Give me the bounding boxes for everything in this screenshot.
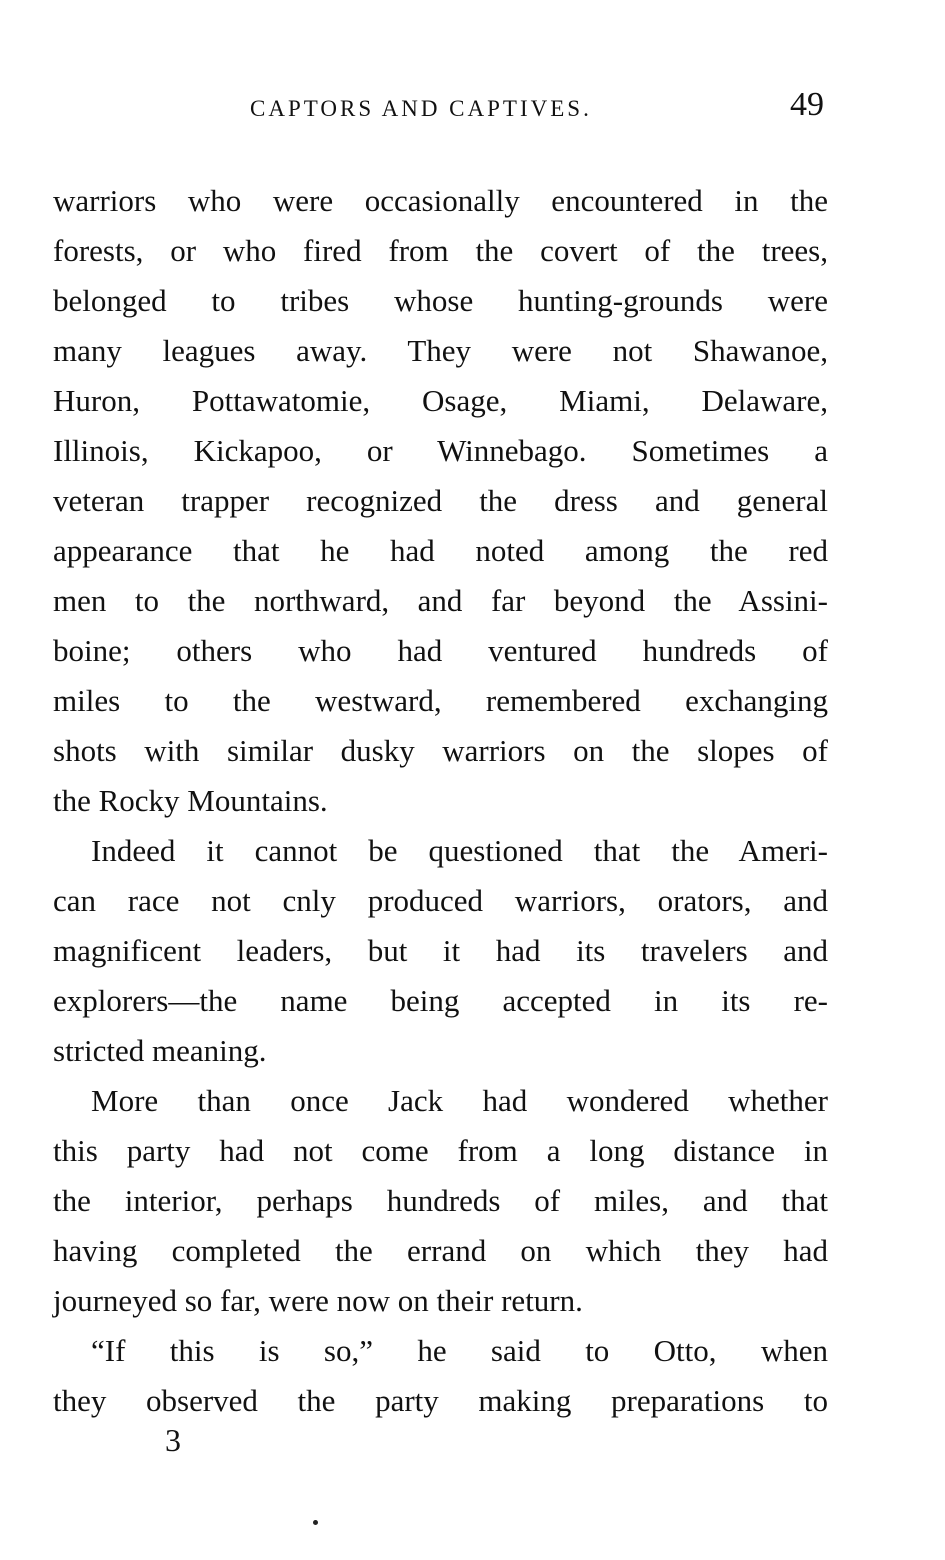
running-header-title: CAPTORS AND CAPTIVES. [250, 96, 592, 121]
text-line: forests, or who fired from the covert of the trees, [53, 233, 828, 268]
text-line: miles to the westward, remembered exchanging [53, 683, 828, 718]
signature-mark: 3 [165, 1422, 181, 1458]
text-line: can race not cnly produced warriors, orators, and [53, 883, 828, 918]
text-line: Illinois, Kickapoo, or Winnebago. Sometimes a [53, 433, 828, 468]
text-line: veteran trapper recognized the dress and general [53, 483, 828, 518]
text-line: belonged to tribes whose hunting-grounds were [53, 283, 828, 318]
paragraph-end-line: journeyed so far, were now on their return. [53, 1283, 583, 1318]
text-line: they observed the party making preparations to [53, 1383, 828, 1418]
body-text [53, 176, 828, 1426]
paragraph-start-line: “If this is so,” he said to Otto, when [91, 1333, 828, 1368]
text-line: the interior, perhaps hundreds of miles, and that [53, 1183, 828, 1218]
paragraph-start-line: More than once Jack had wondered whether [91, 1083, 828, 1118]
text-line: appearance that he had noted among the red [53, 533, 828, 568]
paragraph-end-line: stricted meaning. [53, 1033, 267, 1068]
text-line: boine; others who had ventured hundreds of [53, 633, 828, 668]
text-line: explorers—the name being accepted in its re- [53, 983, 828, 1018]
paragraph-end-line: the Rocky Mountains. [53, 783, 328, 818]
paragraph-start-line: Indeed it cannot be questioned that the Ameri- [91, 833, 828, 868]
text-line: magnificent leaders, but it had its travelers and [53, 933, 828, 968]
text-line: Huron, Pottawatomie, Osage, Miami, Delaware, [53, 383, 828, 418]
text-line: many leagues away. They were not Shawanoe, [53, 333, 828, 368]
text-line: warriors who were occasionally encountered in the [53, 183, 828, 218]
text-line: shots with similar dusky warriors on the slopes of [53, 733, 828, 768]
stray-dot-mark [313, 1520, 318, 1525]
text-line: this party had not come from a long distance in [53, 1133, 828, 1168]
text-line: having completed the errand on which they had [53, 1233, 828, 1268]
text-line: men to the northward, and far beyond the Assini- [53, 583, 828, 618]
page-number: 49 [790, 86, 824, 123]
